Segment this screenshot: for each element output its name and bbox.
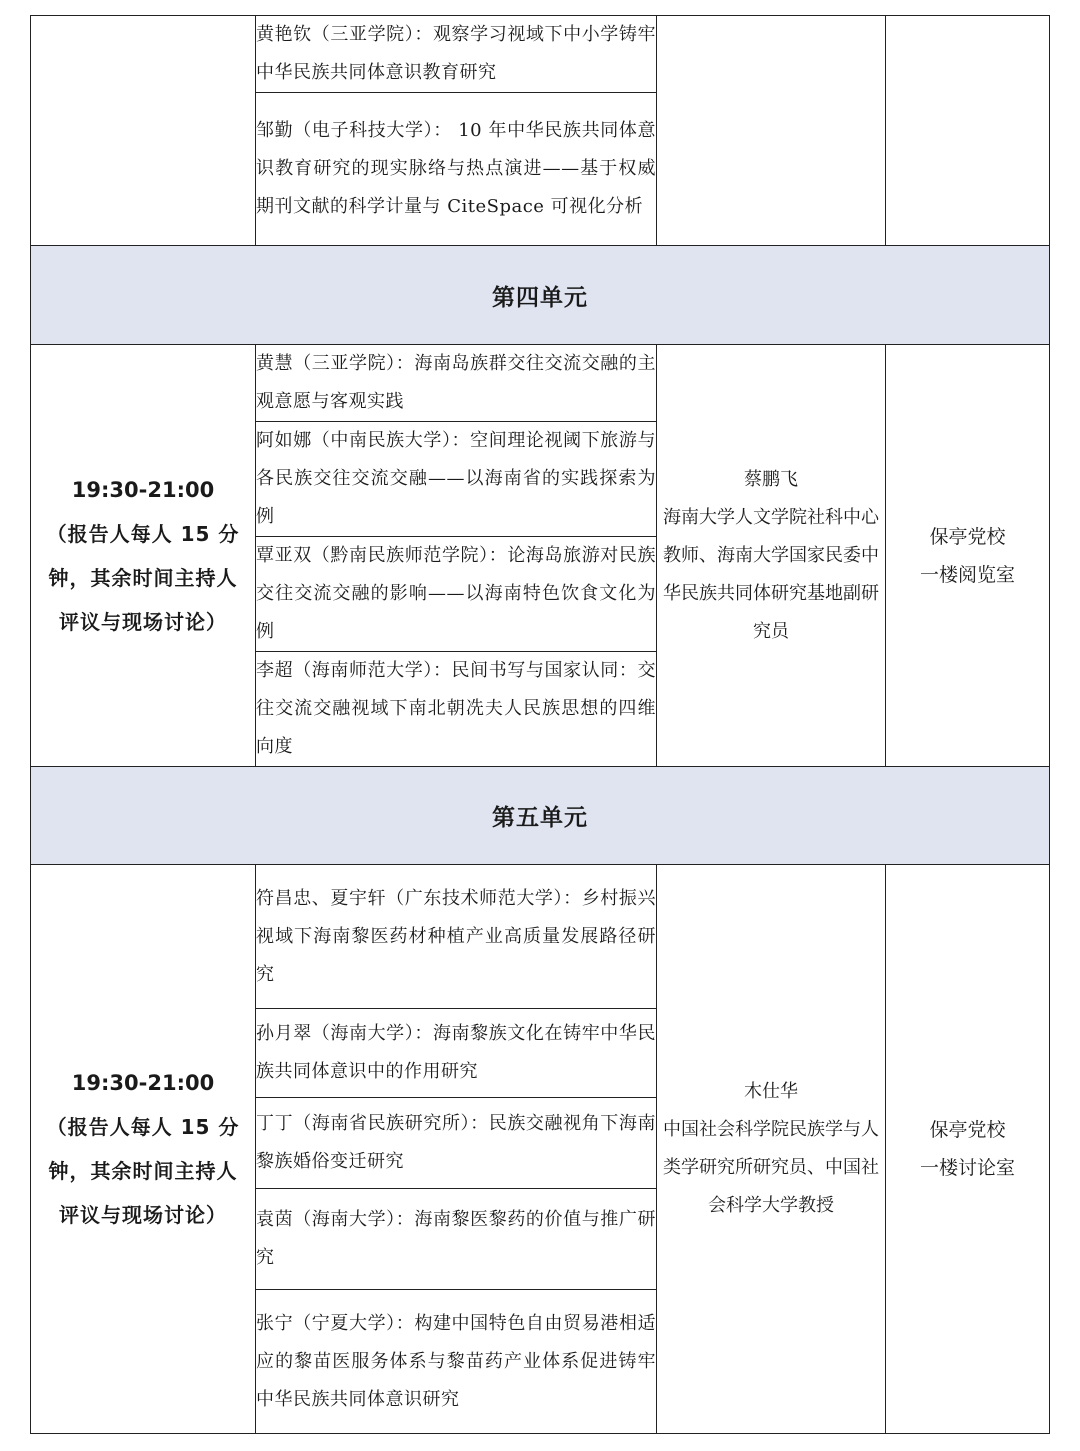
- time-cell-empty: [31, 16, 256, 246]
- report-text: 覃亚双（黔南民族师范学院）：论海岛旅游对民族交往交流交融的影响——以海南特色饮食文化为例: [256, 545, 656, 642]
- report-cell: [256, 1189, 657, 1290]
- report-text: 符昌忠、夏宇轩（广东技术师范大学）：乡村振兴视域下海南黎医药材种植产业高质量发展路径研究: [256, 887, 656, 985]
- report-cell: [256, 1290, 657, 1434]
- venue-cell: [886, 345, 1050, 767]
- host-cell: [657, 865, 886, 1434]
- unit-header-row: [31, 246, 1050, 345]
- report-text: 黄艳钦（三亚学院）：观察学习视域下中小学铸牢中华民族共同体意识教育研究: [256, 24, 656, 83]
- venue-room: 一楼阅览室: [919, 563, 1015, 586]
- report-text: 丁丁（海南省民族研究所）：民族交融视角下海南黎族婚俗变迁研究: [256, 1113, 656, 1172]
- report-text: 邹勤（电子科技大学）： 10 年中华民族共同体意识教育研究的现实脉络与热点演进——基于权威期刊文献的科学计量与 CiteSpace 可视化分析: [256, 120, 656, 217]
- schedule-table: [30, 15, 1050, 1434]
- time-note: （报告人每人 15 分钟，其余时间主持人评议与现场讨论）: [46, 1115, 240, 1227]
- report-text: 袁茵（海南大学）：海南黎医黎药的价值与推广研究: [256, 1209, 656, 1268]
- host-title: 海南大学人文学院社科中心教师、海南大学国家民委中华民族共同体研究基地副研究员: [663, 506, 879, 642]
- report-cell: [256, 652, 657, 767]
- host-title: 中国社会科学院民族学与人类学研究所研究员、中国社会科学大学教授: [663, 1119, 879, 1216]
- report-text: 阿如娜（中南民族大学）：空间理论视阈下旅游与各民族交往交流交融——以海南省的实践探索为例: [256, 430, 656, 527]
- report-text: 孙月翠（海南大学）：海南黎族文化在铸牢中华民族共同体意识中的作用研究: [256, 1023, 656, 1082]
- unit-header-row: [31, 767, 1050, 865]
- time-cell: [31, 865, 256, 1434]
- report-cell: [256, 345, 657, 422]
- report-cell: [256, 1098, 657, 1189]
- host-name: 木仕华: [744, 1081, 798, 1102]
- unit-title: 第四单元: [31, 246, 1050, 345]
- table-row: [31, 865, 1050, 1009]
- report-text: 黄慧（三亚学院）：海南岛族群交往交流交融的主观意愿与客观实践: [256, 353, 656, 412]
- venue-name: 保亭党校: [929, 525, 1006, 548]
- report-cell: [256, 93, 657, 246]
- time-note: （报告人每人 15 分钟，其余时间主持人评议与现场讨论）: [46, 521, 240, 634]
- report-cell: [256, 537, 657, 652]
- venue-cell: [886, 865, 1050, 1434]
- venue-room: 一楼讨论室: [919, 1157, 1015, 1179]
- report-cell: [256, 1009, 657, 1098]
- report-cell: [256, 422, 657, 537]
- report-text: 李超（海南师范大学）：民间书写与国家认同：交往交流交融视域下南北朝冼夫人民族思想的四维向度: [256, 660, 656, 757]
- unit-title: 第五单元: [31, 767, 1050, 865]
- venue-name: 保亭党校: [929, 1119, 1006, 1141]
- report-cell: [256, 16, 657, 93]
- time-cell: [31, 345, 256, 767]
- table-row: [31, 345, 1050, 422]
- report-cell: [256, 865, 657, 1009]
- venue-cell-empty: [886, 16, 1050, 246]
- report-text: 张宁（宁夏大学）：构建中国特色自由贸易港相适应的黎苗医服务体系与黎苗药产业体系促进铸牢中华民族共同体意识研究: [256, 1312, 656, 1410]
- table-row: [31, 16, 1050, 93]
- time-range: 19:30-21:00: [71, 1071, 215, 1095]
- host-cell-empty: [657, 16, 886, 246]
- host-name: 蔡鹏飞: [744, 468, 798, 490]
- host-cell: [657, 345, 886, 767]
- time-range: 19:30-21:00: [71, 477, 215, 502]
